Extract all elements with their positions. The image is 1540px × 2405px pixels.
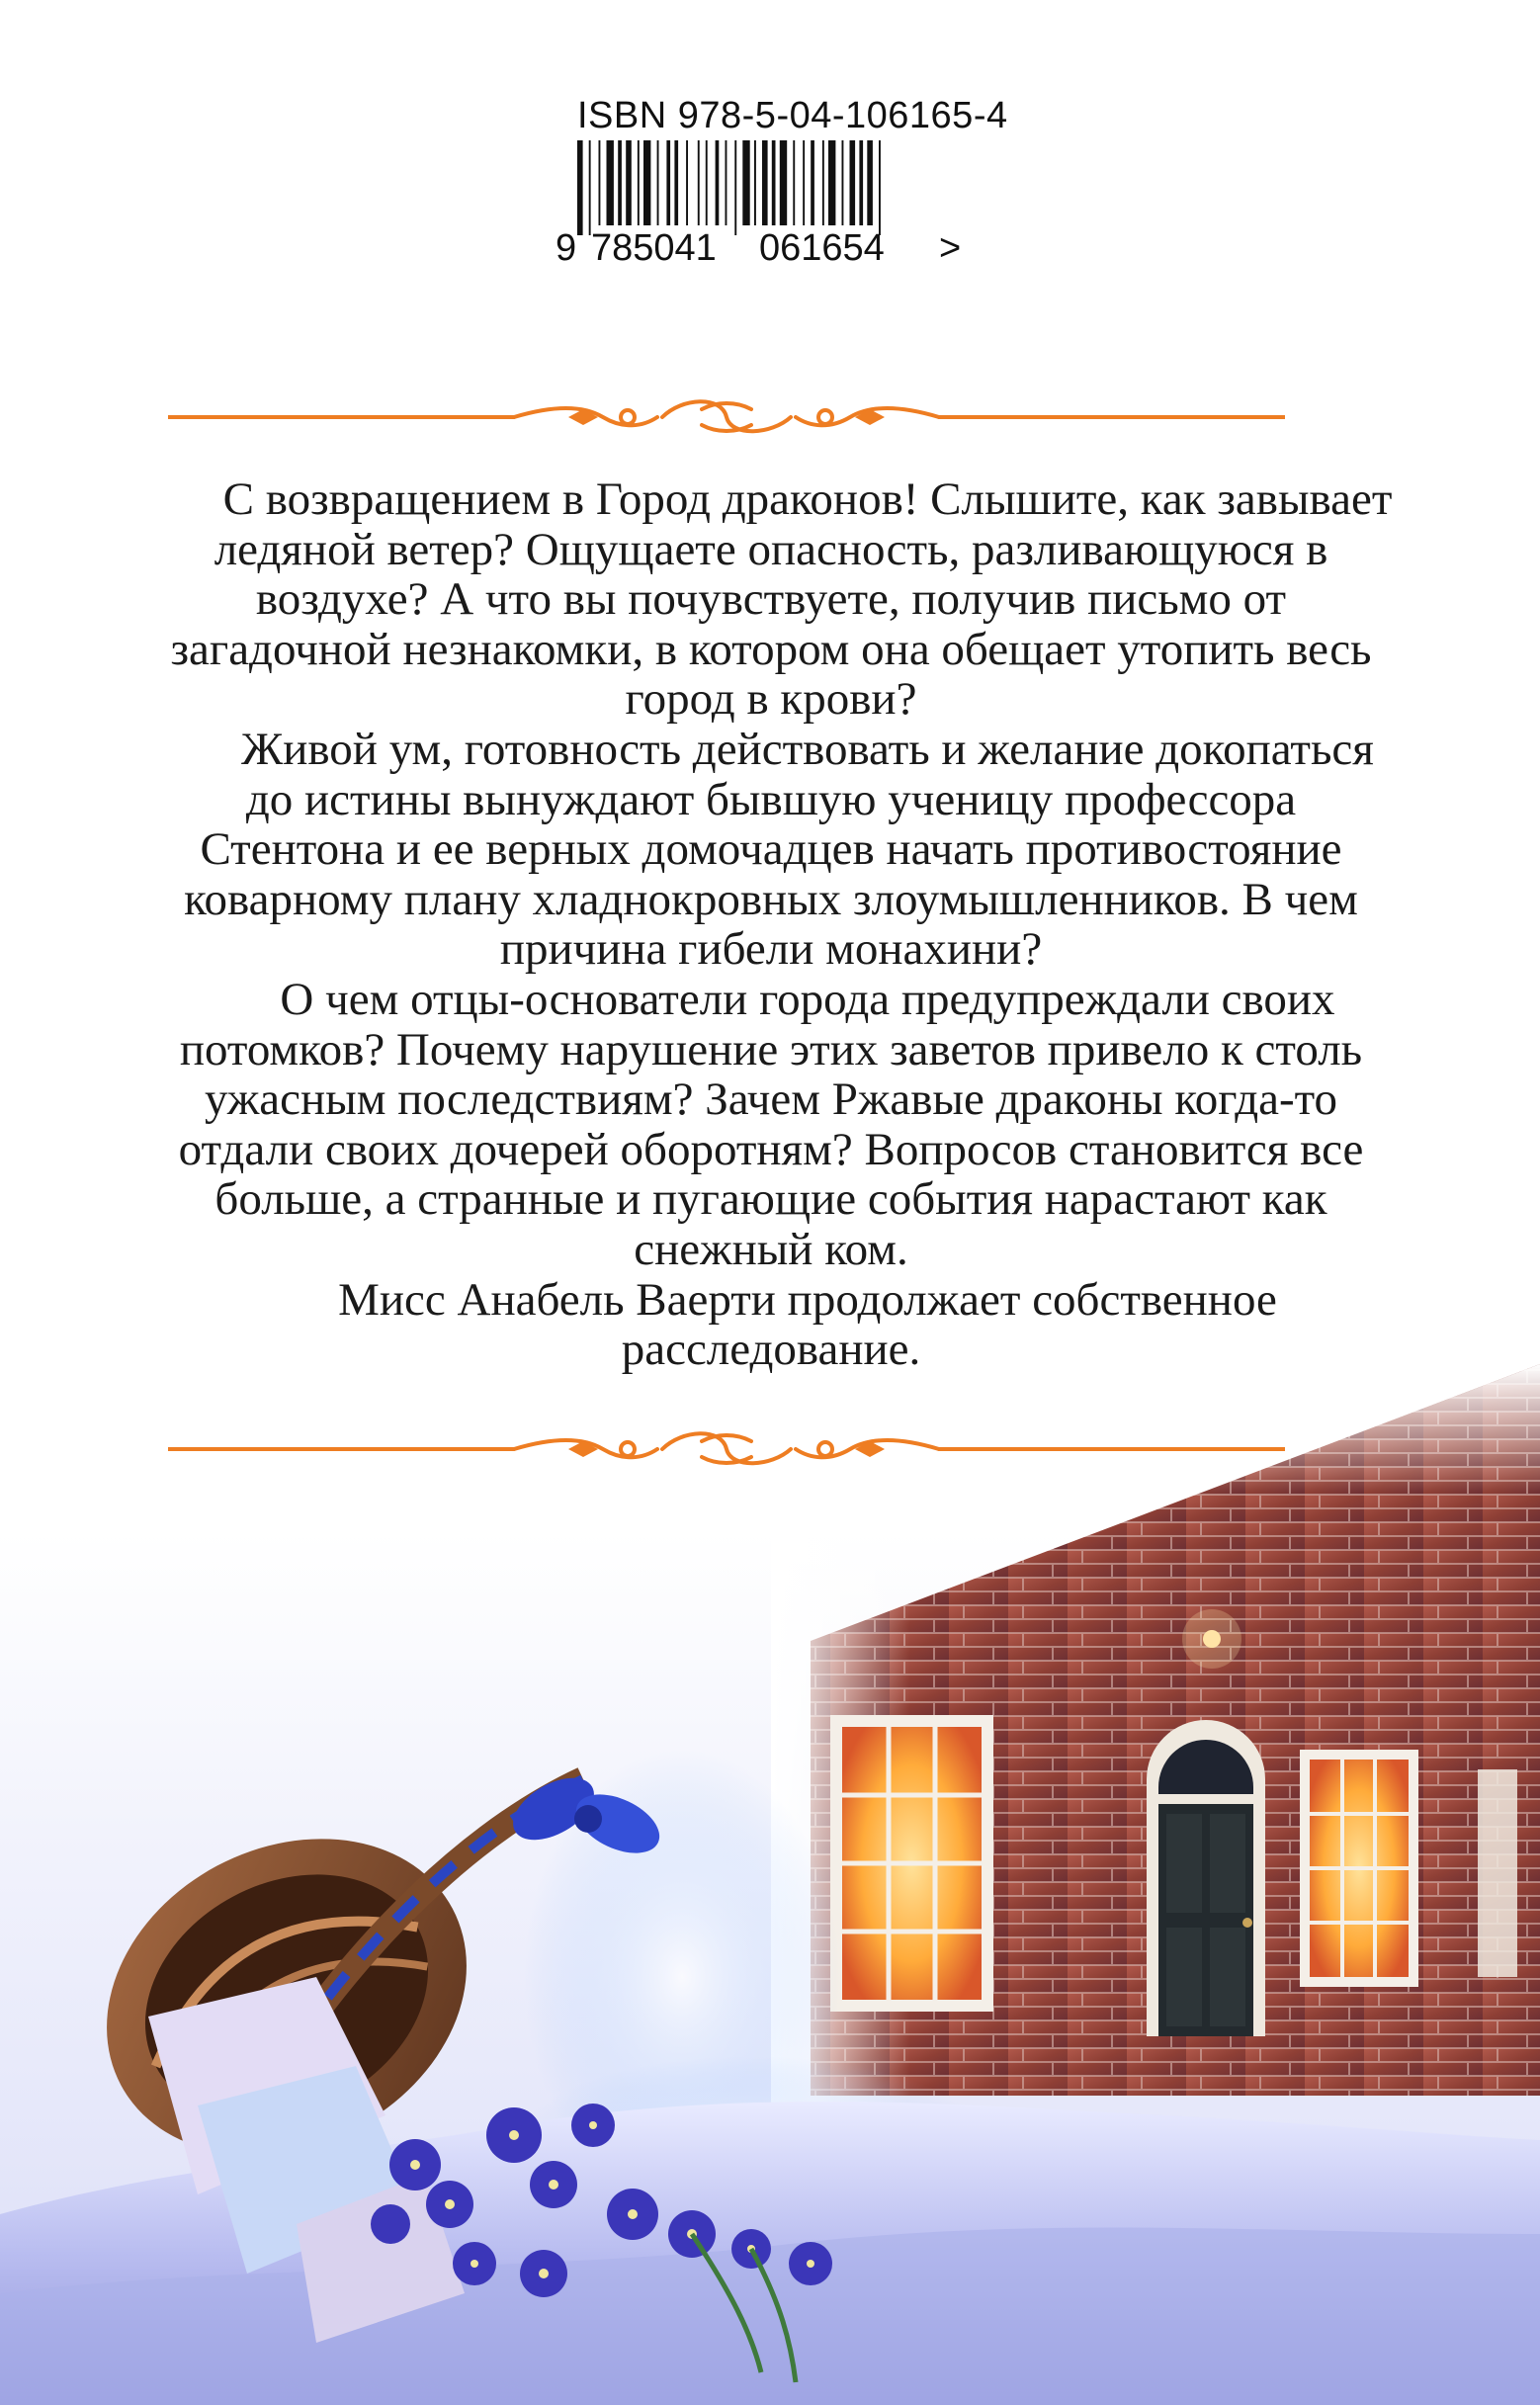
barcode-left-group: 785041 <box>591 227 717 269</box>
barcode-block <box>556 95 1008 293</box>
barcode-quiet-mark: > <box>939 227 962 269</box>
barcode-right-group: 061654 <box>759 227 885 269</box>
ornament-divider-bottom <box>168 1419 1285 1479</box>
annotation-paragraph: С возвращением в Город драконов! Слышите, как завывает ледяной ветер? Ощущаете опасность, разливающуюся в воздухе? А что вы почувствуете, получив письмо от загадочной незнакомки, в котором она обещает утопить весь город в крови? <box>170 473 1393 726</box>
annotation-paragraph: Мисс Анабель Ваерти продолжает собственное расследование. <box>338 1273 1277 1376</box>
annotation-paragraph: О чем отцы-основатели города предупреждали своих потомков? Почему нарушение этих заветов привело к столь ужасным последствиям? Зачем Ржавые драконы когда-то отдали своих дочерей оборотням? Вопросов становится все больше, а странные и пугающие события нарастают как снежный ком. <box>178 973 1364 1275</box>
book-annotation <box>148 474 1394 1375</box>
barcode-first-digit: 9 <box>556 227 577 269</box>
annotation-paragraph: Живой ум, готовность действовать и желание докопаться до истины вынуждают бывшую ученицу профессора Стентона и ее верных домочадцев начать противостояние коварному плану хладнокровных злоумышленников. В чем причина гибели монахини? <box>184 723 1374 976</box>
barcode-digits <box>556 95 981 293</box>
isbn-label: ISBN 978-5-04-106165-4 <box>577 95 1008 136</box>
ornament-divider-top <box>168 387 1285 447</box>
